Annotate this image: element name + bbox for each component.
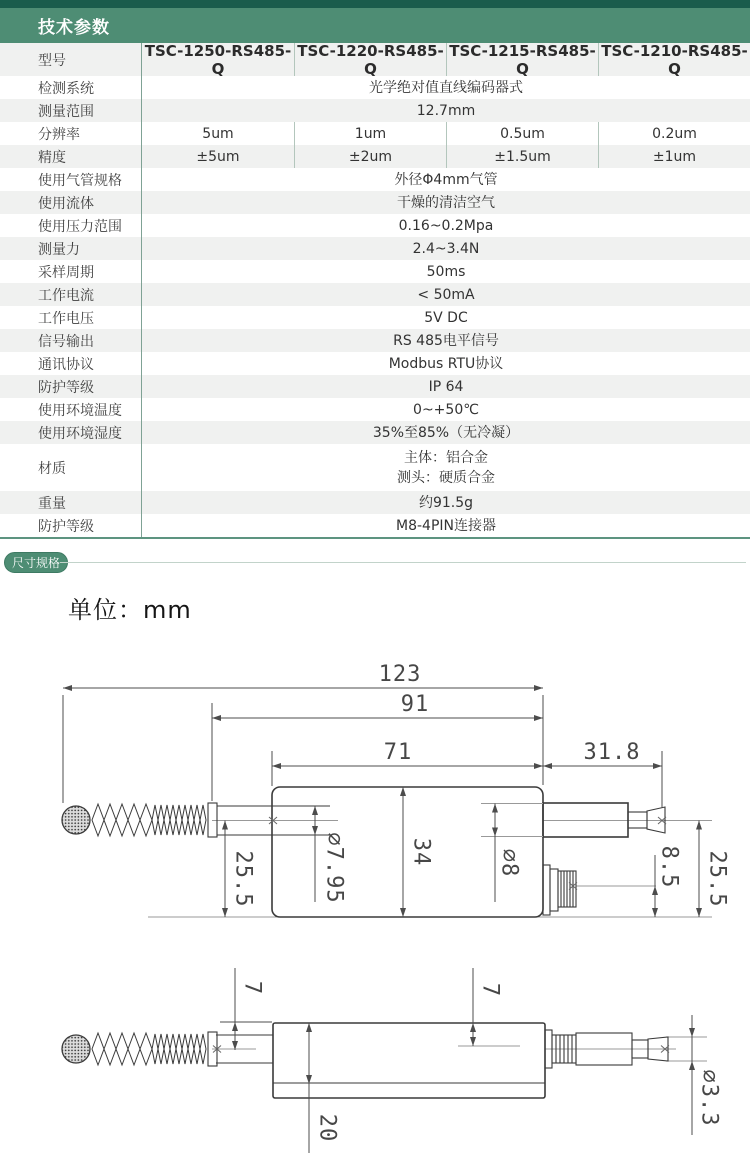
table-row: [0, 260, 750, 283]
row-label: 分辨率: [0, 122, 142, 145]
table-row: [0, 283, 750, 306]
row-value: 35%至85%（无冷凝）: [372, 424, 520, 441]
row-value: ±2um: [294, 145, 446, 168]
row-label: 防护等级: [0, 514, 142, 537]
row-value: 主体：铝合金 测头：硬质合金: [397, 449, 495, 486]
table-row: [0, 168, 750, 191]
dim-71: 71: [383, 740, 413, 765]
row-value: TSC-1250-RS485-Q: [144, 41, 292, 78]
probe-ball-tip-top: [62, 1035, 90, 1063]
row-value: 12.7mm: [416, 102, 476, 119]
table-row: [0, 214, 750, 237]
table-row: [0, 375, 750, 398]
dim-3-3: ∅3.3: [696, 1069, 722, 1127]
dim-7-95: ∅7.95: [321, 832, 347, 904]
row-label: 检测系统: [0, 76, 142, 99]
table-row: [0, 237, 750, 260]
table-row: [0, 76, 750, 99]
section-divider-line: [60, 562, 746, 563]
side-view: [62, 662, 730, 917]
row-label: 使用压力范围: [0, 214, 142, 237]
row-value: TSC-1220-RS485-Q: [294, 43, 446, 76]
row-value: < 50mA: [417, 286, 475, 303]
row-label: 工作电流: [0, 283, 142, 306]
tech-params-section-header: [0, 8, 750, 43]
row-value: 光学绝对值直线编码器式: [369, 79, 523, 96]
unit-label: 单位：mm: [68, 596, 192, 624]
row-value: 5V DC: [424, 309, 468, 326]
table-row: [0, 329, 750, 352]
bellows-top-view: [92, 1033, 206, 1065]
dim-25-5-right: 25.5: [704, 850, 730, 908]
top-view: [62, 968, 722, 1153]
row-value: 干燥的清洁空气: [397, 194, 495, 211]
row-label: 测量力: [0, 237, 142, 260]
row-label: 型号: [0, 43, 142, 76]
bellows-side-view: [92, 804, 206, 836]
section-title: 技术参数: [38, 18, 110, 38]
row-value: 50ms: [426, 263, 466, 280]
row-value: 1um: [294, 122, 446, 145]
row-value: 2.4~3.4N: [412, 240, 480, 257]
row-label: 使用环境温度: [0, 398, 142, 421]
tech-params-table: [0, 43, 750, 539]
row-label: 使用气管规格: [0, 168, 142, 191]
row-label: 使用环境湿度: [0, 421, 142, 444]
row-value: ±1.5um: [446, 145, 598, 168]
row-value: Modbus RTU协议: [388, 355, 504, 372]
row-value: 0.5um: [446, 122, 598, 145]
table-row: [0, 145, 750, 168]
table-row: [0, 352, 750, 375]
table-row: [0, 491, 750, 514]
row-label: 测量范围: [0, 99, 142, 122]
dim-31-8: 31.8: [583, 740, 641, 765]
row-label: 使用流体: [0, 191, 142, 214]
row-label: 通讯协议: [0, 352, 142, 375]
row-label: 工作电压: [0, 306, 142, 329]
row-value: M8-4PIN连接器: [396, 517, 496, 534]
row-value: 约91.5g: [418, 494, 474, 511]
row-value: 0.2um: [598, 122, 750, 145]
row-value: ±5um: [196, 148, 240, 165]
probe-ball-tip: [62, 806, 90, 834]
dim-34: 34: [408, 837, 434, 867]
row-value: ±1um: [598, 145, 750, 168]
table-row: [0, 398, 750, 421]
row-label: 精度: [0, 145, 142, 168]
table-row: [0, 122, 750, 145]
row-label: 防护等级: [0, 375, 142, 398]
table-row: [0, 444, 750, 491]
dim-8-5: 8.5: [656, 845, 682, 889]
row-value: 外径Φ4mm气管: [394, 171, 498, 188]
dim-20: 20: [314, 1113, 340, 1143]
row-value: 5um: [202, 125, 234, 142]
table-row: [0, 514, 750, 537]
row-label: 重量: [0, 491, 142, 514]
row-label: 信号输出: [0, 329, 142, 352]
row-value: RS 485电平信号: [393, 332, 499, 349]
dim-7-right: 7: [477, 982, 503, 998]
row-value: TSC-1215-RS485-Q: [446, 43, 598, 76]
dim-123: 123: [378, 662, 422, 687]
m8-connector: [543, 865, 576, 915]
dim-25-5-left: 25.5: [230, 850, 256, 908]
table-row: [0, 99, 750, 122]
row-label: 采样周期: [0, 260, 142, 283]
row-value: IP 64: [428, 378, 464, 395]
dimensions-section-tag: 尺寸规格: [4, 552, 68, 573]
dimension-drawing: [0, 620, 750, 1155]
dim-8: ∅8: [496, 848, 522, 878]
table-row: [0, 421, 750, 444]
row-value: 0.16~0.2Mpa: [398, 217, 494, 234]
table-row: [0, 191, 750, 214]
dim-7-left: 7: [239, 980, 265, 996]
table-row: [0, 43, 750, 76]
dim-91: 91: [400, 692, 430, 717]
table-row: [0, 306, 750, 329]
top-accent-strip: [0, 0, 750, 8]
row-label: 材质: [0, 444, 142, 491]
row-value: TSC-1210-RS485-Q: [598, 43, 750, 76]
row-value: 0~+50℃: [413, 401, 479, 418]
